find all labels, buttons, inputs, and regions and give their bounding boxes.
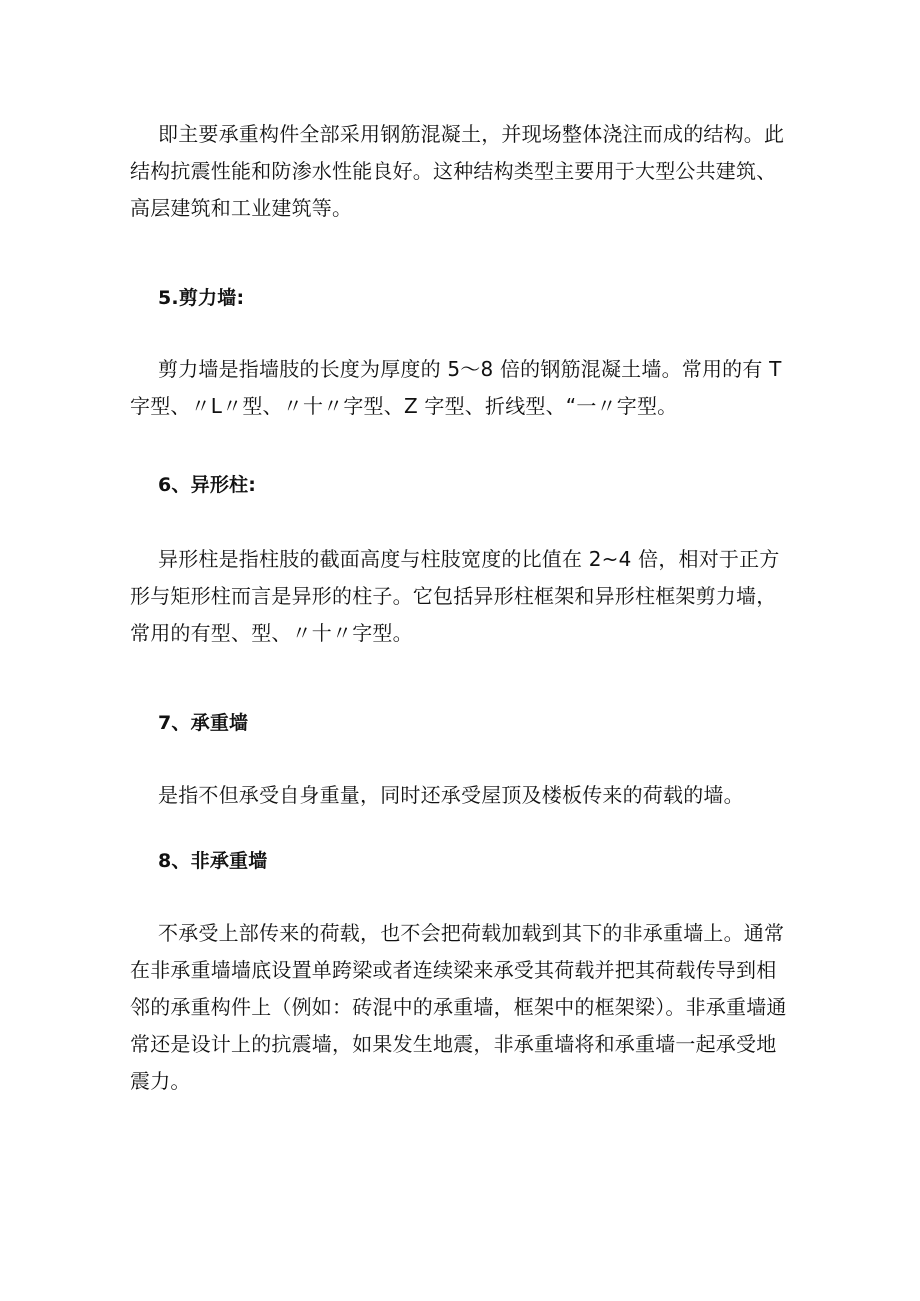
heading-non-bearing-wall: 8、非承重墙 xyxy=(158,850,268,872)
intro-paragraph: 即主要承重构件全部采用钢筋混凝土，并现场整体浇注而成的结构。此结构抗震性能和防渗水性能良好。这种结构类型主要用于大型公共建筑、高层建筑和工业建筑等。 xyxy=(130,122,785,220)
paragraph-shear-wall: 剪力墙是指墙肢的长度为厚度的 5～8 倍的钢筋混凝土墙。常用的有 T 字型、〃L〃型、〃十〃字型、Z 字型、折线型、“一〃字型。 xyxy=(130,357,782,418)
paragraph-bearing-wall: 是指不但承受自身重量，同时还承受屋顶及楼板传来的荷载的墙。 xyxy=(158,783,744,807)
paragraph-non-bearing-wall: 不承受上部传来的荷载，也不会把荷载加载到其下的非承重墙上。通常在非承重墙墙底设置单跨梁或者连续梁来承受其荷载并把其荷载传导到相邻的承重构件上（例如：砖混中的承重墙，框架中的框架梁）。非承重墙通常还是设计上的抗震墙，如果发生地震，非承重墙将和承重墙一起承受地震力。 xyxy=(130,921,787,1093)
heading-bearing-wall: 7、承重墙 xyxy=(158,712,249,734)
paragraph-special-column: 异形柱是指柱肢的截面高度与柱肢宽度的比值在 2~4 倍，相对于正方形与矩形柱而言是异形的柱子。它包括异形柱框架和异形柱框架剪力墙，常用的有型、型、〃十〃字型。 xyxy=(130,547,780,645)
heading-shear-wall: 5.剪力墙: xyxy=(158,287,245,309)
heading-special-column: 6、异形柱: xyxy=(158,474,257,496)
